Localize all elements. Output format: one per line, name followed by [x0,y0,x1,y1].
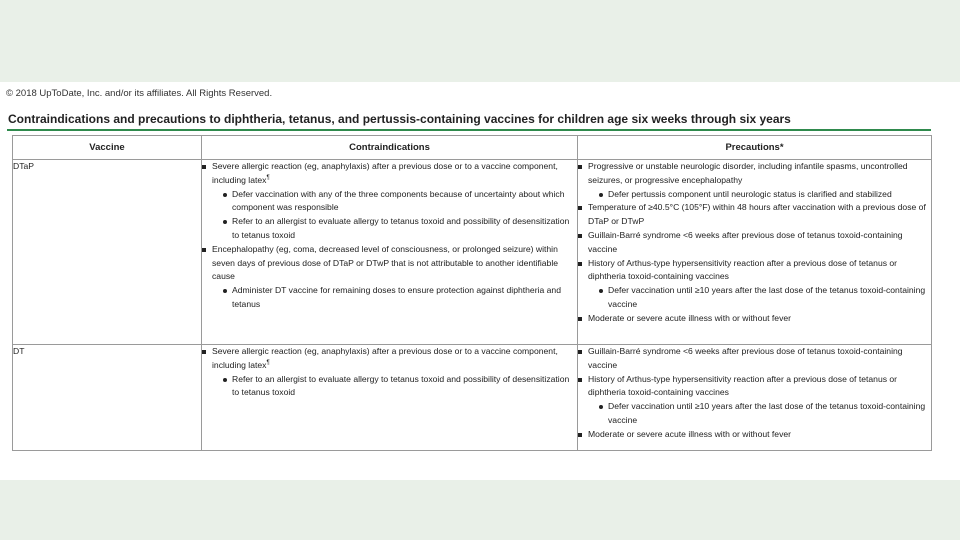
header-contraindications: Contraindications [202,136,578,160]
list-item [578,373,931,428]
sub-list [588,284,931,312]
sub-list [212,188,577,243]
header-vaccine: Vaccine [13,136,202,160]
table-row [13,345,932,451]
list-item [578,229,931,257]
sub-list-item: Defer vaccination until ≥10 years after the last dose of the tetanus toxoid-containing vaccine [598,284,931,312]
contraindications-list [202,160,577,312]
sub-list [212,284,577,312]
list-item [578,201,931,229]
list-item [578,345,931,373]
list-item-text: Moderate or severe acute illness with or without fever [588,312,792,323]
contraindications-list [202,345,577,400]
list-item [578,312,931,326]
sub-list-item: Defer vaccination until ≥10 years after the last dose of the tetanus toxoid-containing vaccine [598,400,931,428]
sub-list-item: Administer DT vaccine for remaining doses to ensure protection against diphtheria and tetanus [222,284,577,312]
list-item-text: History of Arthus-type hypersensitivity reaction after a previous dose of tetanus or diphtheria toxoid-containing vaccines [588,373,898,398]
list-item [578,257,931,312]
document-sheet [0,82,960,480]
table-row [13,160,932,345]
vaccine-name-cell: DT [13,345,202,451]
list-item-text: Guillain-Barré syndrome <6 weeks after previous dose of tetanus toxoid-containing vaccine [588,346,903,370]
title-divider [7,129,931,131]
list-item-text: Progressive or unstable neurologic disorder, including infantile spasms, uncontrolled seizures, or progressive encephalopathy [588,161,908,185]
sub-list [212,373,577,401]
precautions-list [578,345,931,442]
list-item-text: History of Arthus-type hypersensitivity reaction after a previous dose of tetanus or diphtheria toxoid-containing vaccines [588,257,898,282]
sub-list-item: Refer to an allergist to evaluate allergy to tetanus toxoid and possibility of desensitization to tetanus toxoid [222,215,577,243]
list-item-text: Moderate or severe acute illness with or without fever [588,428,792,439]
list-item-text: Severe allergic reaction (eg, anaphylaxis) after a previous dose or to a vaccine component, including latex [212,346,558,370]
sub-list-item: Defer pertussis component until neurologic status is clarified and stabilized [598,188,931,202]
sub-list [588,400,931,428]
list-item-text: Temperature of ≥40.5°C (105°F) within 48 hours after vaccination with a previous dose of DTaP or DTwP [588,202,926,227]
sub-list [588,188,931,202]
list-item [578,160,931,201]
list-item-text: Encephalopathy (eg, coma, decreased level of consciousness, or prolonged seizure) within seven days of previous dose of DTaP or DTwP that is not attributable to another identifiable cause [212,243,559,282]
precautions-cell [578,160,932,345]
footnote-mark: ¶ [266,174,270,181]
list-item [202,160,577,243]
list-item [202,345,577,400]
list-item-text: Guillain-Barré syndrome <6 weeks after previous dose of tetanus toxoid-containing vaccine [588,229,903,254]
vaccine-name-cell: DTaP [13,160,202,345]
sub-list-item: Defer vaccination with any of the three components because of uncertainty about which component was responsible [222,188,577,216]
list-item [202,243,577,312]
vaccine-table [12,135,932,451]
footnote-mark: ¶ [266,359,270,366]
contraindications-cell [202,345,578,451]
header-precautions: Precautions* [578,136,932,160]
table-title: Contraindications and precautions to diphtheria, tetanus, and pertussis-containing vaccines for children age six weeks through six years [8,112,791,126]
contraindications-cell [202,160,578,345]
sub-list-item: Refer to an allergist to evaluate allergy to tetanus toxoid and possibility of desensitization to tetanus toxoid [222,373,577,401]
list-item-text: Severe allergic reaction (eg, anaphylaxis) after a previous dose or to a vaccine component, including latex [212,161,558,185]
copyright-notice: © 2018 UpToDate, Inc. and/or its affiliates. All Rights Reserved. [6,88,273,99]
list-item [578,428,931,442]
header-row [13,136,932,160]
precautions-cell [578,345,932,451]
precautions-list [578,160,931,326]
